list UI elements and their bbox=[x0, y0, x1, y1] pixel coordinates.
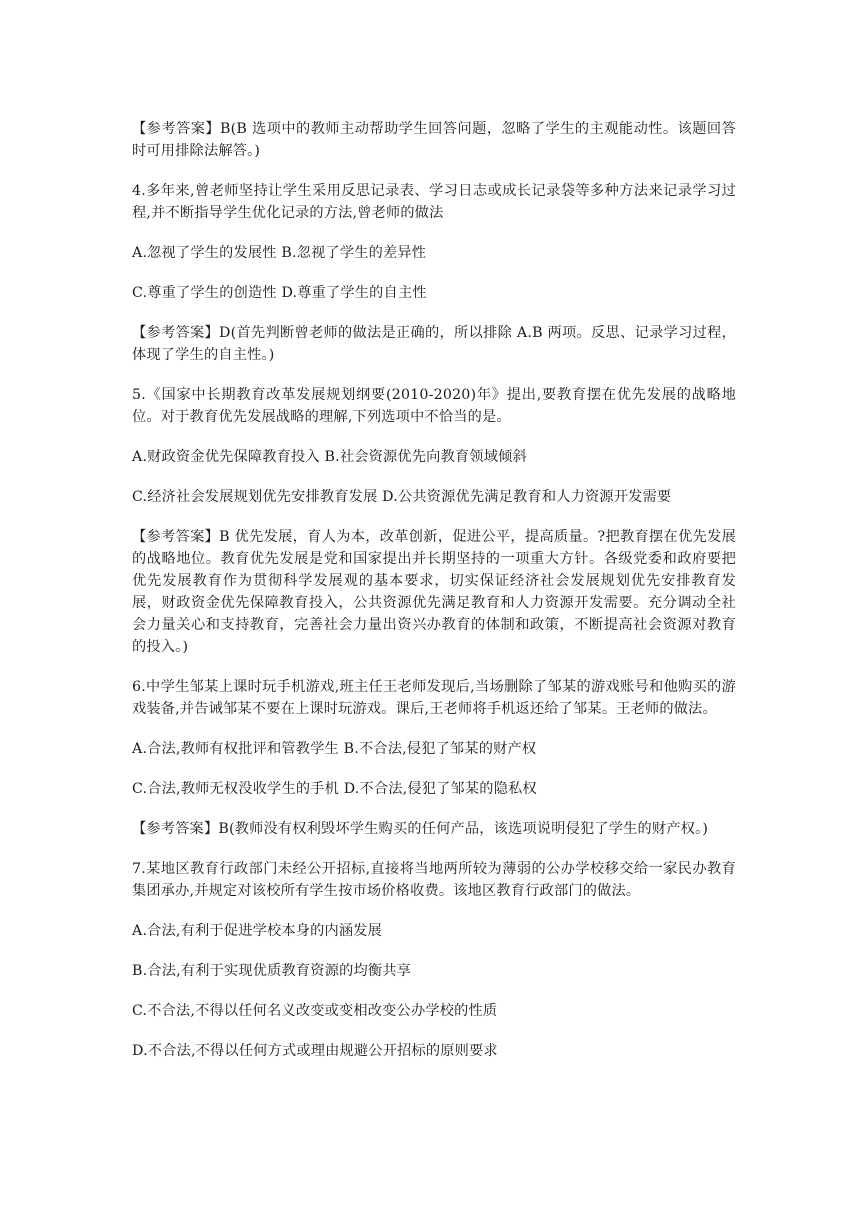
question-7-option-c: C.不合法,不得以任何名义改变或变相改变公办学校的性质 bbox=[132, 1003, 498, 1019]
answer-q4: 【参考答案】D(首先判断曾老师的做法是正确的，所以排除 A.B 两项。反思、记录学习过程，体现了学生的自主性。) bbox=[132, 325, 736, 363]
answer-q6: 【参考答案】B(教师没有权利毁坏学生购买的任何产品，该选项说明侵犯了学生的财产权。) bbox=[132, 821, 709, 837]
question-6: 6.中学生邹某上课时玩手机游戏,班主任王老师发现后,当场删除了邹某的游戏账号和他购买的游戏装备,并告诫邹某不要在上课时玩游戏。课后,王老师将手机返还给了邹某。王老师的做法。 bbox=[132, 679, 736, 717]
question-7-option-b: B.合法,有利于实现优质教育资源的均衡共享 bbox=[132, 963, 412, 979]
question-5: 5.《国家中长期教育改革发展规划纲要(2010-2020)年》提出,要教育摆在优先发展的战略地位。对于教育优先发展战略的理解,下列选项中不恰当的是。 bbox=[132, 387, 736, 425]
question-4: 4.多年来,曾老师坚持让学生采用反思记录表、学习日志或成长记录袋等多种方法来记录学习过程,并不断指导学生优化记录的方法,曾老师的做法 bbox=[132, 183, 736, 221]
question-7: 7.某地区教育行政部门未经公开招标,直接将当地两所较为薄弱的公办学校移交给一家民办教育集团承办,并规定对该校所有学生按市场价格收费。该地区教育行政部门的做法。 bbox=[132, 861, 736, 899]
answer-q3: 【参考答案】B(B 选项中的教师主动帮助学生回答问题，忽略了学生的主观能动性。该题回答时可用排除法解答。) bbox=[132, 121, 736, 159]
question-4-options-ab: A.忽视了学生的发展性 B.忽视了学生的差异性 bbox=[132, 245, 427, 261]
question-7-option-a: A.合法,有利于促进学校本身的内涵发展 bbox=[132, 923, 383, 939]
document-page bbox=[132, 118, 736, 1080]
question-5-options-cd: C.经济社会发展规划优先安排教育发展 D.公共资源优先满足教育和人力资源开发需要 bbox=[132, 489, 672, 505]
question-6-options-ab: A.合法,教师有权批评和管教学生 B.不合法,侵犯了邹某的财产权 bbox=[132, 741, 537, 757]
answer-q5: 【参考答案】B 优先发展，育人为本，改革创新，促进公平，提高质量。?把教育摆在优先发展的战略地位。教育优先发展是党和国家提出并长期坚持的一项重大方针。各级党委和政府要把优先发展教育作为贯彻科学发展观的基本要求，切实保证经济社会发展规划优先安排教育发展，财政资金优先保障教育投入，公共资源优先满足教育和人力资源开发需要。充分调动全社会力量关心和支持教育，完善社会力量出资兴办教育的体制和政策，不断提高社会资源对教育的投入。) bbox=[132, 529, 736, 655]
question-5-options-ab: A.财政资金优先保障教育投入 B.社会资源优先向教育领域倾斜 bbox=[132, 449, 527, 465]
question-7-option-d: D.不合法,不得以任何方式或理由规避公开招标的原则要求 bbox=[132, 1043, 498, 1059]
question-4-options-cd: C.尊重了学生的创造性 D.尊重了学生的自主性 bbox=[132, 285, 427, 301]
question-6-options-cd: C.合法,教师无权没收学生的手机 D.不合法,侵犯了邹某的隐私权 bbox=[132, 781, 537, 797]
